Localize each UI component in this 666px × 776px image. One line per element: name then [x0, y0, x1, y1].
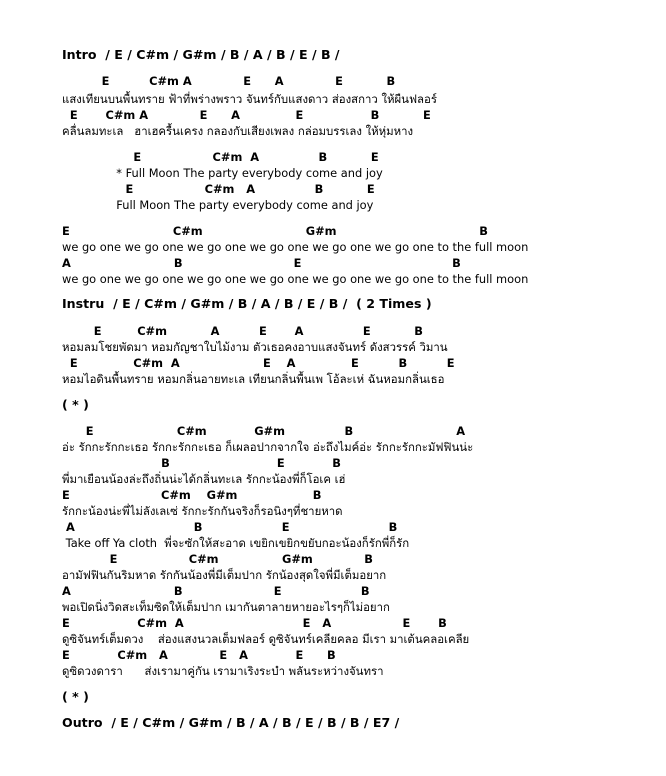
lyric-line: ดูซิจันทร์เต็มดวง ส่องแสงนวลเต็มฟลอร์ ดูซิจันทร์เคลียคลอ มีเรา มาเต้นคลอเคลีย [62, 632, 470, 646]
chord-line: E C#m A E A E B E [62, 108, 431, 122]
lyric-line: Take off Ya cloth พี่จะซักให้สะอาด เขยิกเขยิกขยับกอะน้องก็รักพี่ก็รัก [62, 536, 410, 550]
chord-line: E C#m G#m B [62, 488, 322, 502]
chord-line: E C#m A B E [62, 182, 375, 196]
chorus-repeat-marker: ( * ) [62, 689, 89, 704]
chord-line: E C#m A B E [62, 150, 379, 164]
chord-line: E C#m G#m B [62, 552, 373, 566]
chord-line: A B E B [62, 256, 461, 270]
lyric-line: พี่มาเยือนน้องล่ะถึงถิ่นน่ะได้กลิ่นทะเล รักกะน้องพี่ก็โอเค เฮ่ [62, 472, 346, 486]
lyric-line: we go one we go one we go one we go one we go one we go one to the full moon [62, 272, 529, 286]
lyric-line: Full Moon The party everybody come and joy [62, 198, 374, 212]
chord-line: E C#m A E A E B [62, 616, 447, 630]
lyric-line: รักกะน้องน่ะพี่ไม่ลังเลเซ่ รักกะรักกันจริงก็รอนิงๆที่ชายหาด [62, 504, 343, 518]
intro-line: Intro / E / C#m / G#m / B / A / B / E / B / [62, 47, 340, 62]
chord-line: A B E B [62, 520, 398, 534]
lyric-line: แสงเทียนบนพื้นทราย ฟ้าที่พร่างพราว จันทร์กับแสงดาว ส่องสกาว ให้ผืนฟลอร์ [62, 92, 437, 106]
lyric-line: หอมลมโชยพัดมา หอมกัญชาใบไม้งาม ตัวเธอคงอาบแสงจันทร์ ดังสวรรค์ วิมาน [62, 340, 448, 354]
lyric-line: we go one we go one we go one we go one we go one we go one to the full moon [62, 240, 529, 254]
chord-line: E C#m G#m B A [62, 424, 466, 438]
chord-line: E C#m A E A E B [62, 648, 336, 662]
lyric-line: * Full Moon The party everybody come and joy [62, 166, 383, 180]
instru-line: Instru / E / C#m / G#m / B / A / B / E / B / ( 2 Times ) [62, 296, 432, 311]
outro-line: Outro / E / C#m / G#m / B / A / B / E / B / B / E7 / [62, 715, 400, 730]
lyric-line: คลื่นลมทะเล ฮาเฮครื้นเครง กลองกับเสียงเพลง กล่อมบรรเลง ให้หุ่มหาง [62, 124, 414, 138]
lyric-line: อามัฟฟินกันริมหาด รักกันน้องพี่มีเต็มปาก รักน้องสุดใจพี่มีเต็มอยาก [62, 568, 387, 582]
lyric-line: อ่ะ รักกะรักกะเธอ รักกะรักกะเธอ ก็เผลอปากจากใจ อ่ะถึงไมค์อ่ะ รักกะรักกะมัฟฟินน่ะ [62, 440, 474, 454]
chord-line: E C#m A E A E B E [62, 356, 455, 370]
chord-line: E C#m A E A E B [62, 324, 423, 338]
chord-line: A B E B [62, 584, 370, 598]
chord-line: B E B [62, 456, 341, 470]
lyric-line: ดูซิดวงดารา ส่งเรามาคู่กัน เรามาเริงระบำ พลันระหว่างจันทรา [62, 664, 384, 678]
chorus-repeat-marker: ( * ) [62, 397, 89, 412]
lyric-line: หอมไอดินพื้นทราย หอมกลิ่นอายทะเล เทียนกลิ่นพื้นเพ โอ้ละเห่ ฉันหอมกลิ่นเธอ [62, 372, 445, 386]
chord-line: E C#m A E A E B [62, 74, 396, 88]
lyric-line: พอเปิดนิ่งวิดสะเท็มซิดให้เต็มปาก เมากันตาลายหายอะไรๆก็ไม่อยาก [62, 600, 390, 614]
chord-line: E C#m G#m B [62, 224, 488, 238]
